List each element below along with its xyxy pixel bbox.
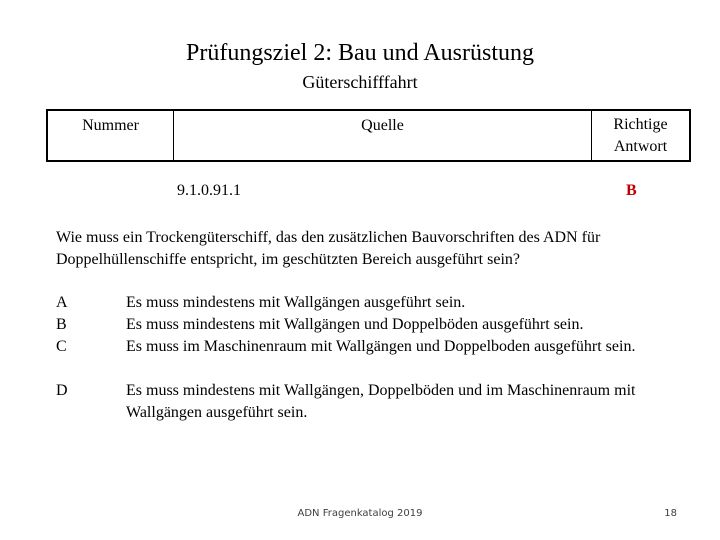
option-d-text: Es muss mindestens mit Wallgängen, Doppelböden und im Maschinenraum mit Wallgängen ausgeführt sein. — [126, 382, 636, 421]
question-text: Wie muss ein Trockengüterschiff, das den zusätzlichen Bauvorschriften des ADN für Doppelhüllenschiffe entspricht, im geschützten Bereich ausgeführt sein? — [56, 229, 601, 268]
column-header-source: Quelle — [361, 117, 404, 134]
footer-label: ADN Fragenkatalog 2019 — [297, 508, 423, 519]
option-d-letter: D — [56, 382, 68, 399]
option-b-text: Es muss mindestens mit Wallgängen und Doppelböden ausgeführt sein. — [126, 316, 584, 333]
column-header-number: Nummer — [82, 117, 139, 134]
option-b-letter: B — [56, 316, 67, 333]
page-title: Prüfungsziel 2: Bau und Ausrüstung — [186, 40, 534, 66]
page-number: 18 — [664, 508, 677, 519]
column-header-answer-line1: Richtige — [613, 116, 668, 133]
option-c-letter: C — [56, 338, 67, 355]
question-number: 9.1.0.91.1 — [177, 182, 241, 199]
correct-answer: B — [626, 182, 637, 199]
option-a-text: Es muss mindestens mit Wallgängen ausgeführt sein. — [126, 294, 466, 311]
page-subtitle: Güterschifffahrt — [302, 72, 418, 92]
column-header-answer-line2: Antwort — [613, 138, 668, 155]
header-table — [46, 109, 691, 162]
option-a-letter: A — [56, 294, 68, 311]
option-c-text: Es muss im Maschinenraum mit Wallgängen und Doppelboden ausgeführt sein. — [126, 338, 636, 355]
column-header-answer — [592, 114, 689, 158]
